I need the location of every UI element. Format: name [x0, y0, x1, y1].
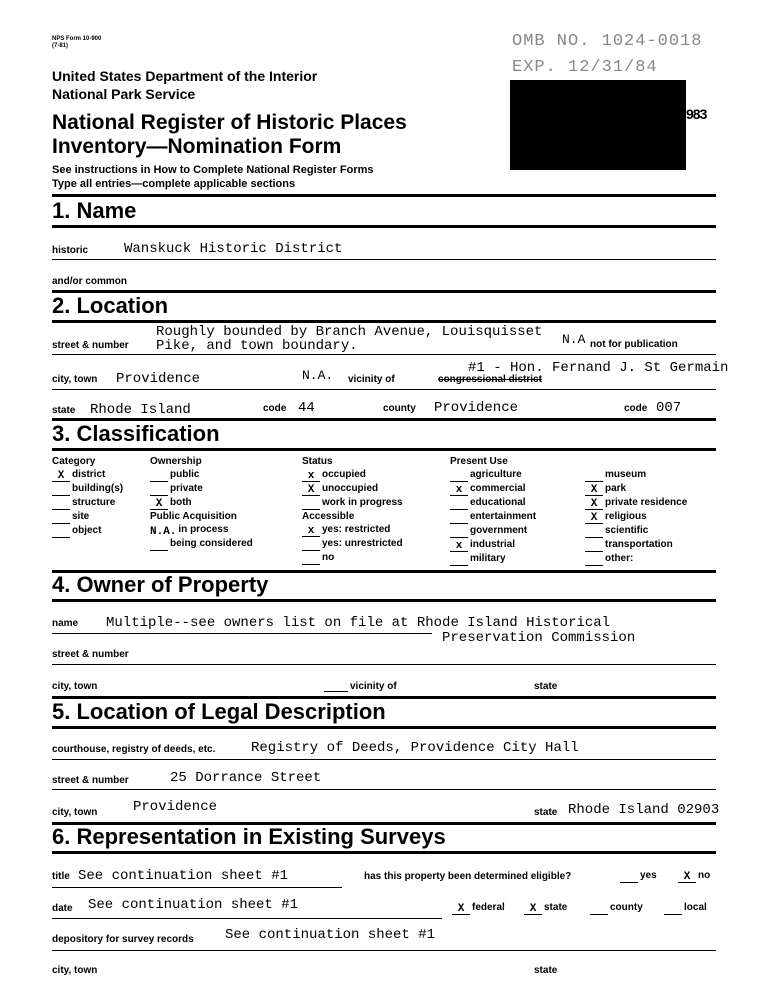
status-option[interactable]	[302, 468, 403, 482]
federal-option[interactable]	[452, 901, 505, 915]
option-label: museum	[605, 469, 647, 480]
section-rule	[52, 599, 716, 602]
section-3-heading: 3. Classification	[52, 421, 220, 446]
checkbox[interactable]: x	[450, 541, 468, 552]
section-rule	[52, 194, 716, 197]
survey-city-label: city, town	[52, 965, 98, 976]
checkbox[interactable]: N.A.	[150, 526, 177, 538]
option-label: site	[72, 511, 90, 522]
county-option[interactable]	[590, 901, 643, 915]
eligible-question: has this property been determined eligible?	[364, 871, 572, 882]
form-title-line1: National Register of Historic Places	[52, 111, 407, 134]
omb-stamp: OMB NO. 1024-0018	[512, 32, 703, 51]
depository-label: depository for survey records	[52, 934, 194, 945]
status-title: Status	[302, 456, 333, 467]
checkbox[interactable]: X	[150, 499, 168, 510]
option-label: other:	[605, 553, 634, 564]
option-label: public	[170, 469, 200, 480]
category-title: Category	[52, 456, 96, 467]
option-label: being considered	[170, 538, 253, 549]
category-option[interactable]	[52, 468, 123, 482]
county-code-value: 007	[656, 400, 682, 416]
option-label: in process	[178, 524, 229, 535]
checkbox[interactable]	[590, 914, 608, 915]
option-label: district	[72, 469, 106, 480]
owner-street-label: street & number	[52, 649, 129, 660]
option-label: structure	[72, 497, 116, 508]
section-4-heading: 4. Owner of Property	[52, 572, 269, 597]
checkbox[interactable]	[450, 565, 468, 566]
section-5-heading: 5. Location of Legal Description	[52, 699, 386, 724]
field-rule	[52, 887, 342, 888]
legal-street-label: street & number	[52, 775, 129, 786]
category-option[interactable]	[52, 482, 123, 496]
checkbox[interactable]: x	[302, 526, 320, 537]
use-option[interactable]	[585, 496, 687, 510]
county-value: Providence	[434, 400, 519, 416]
section-1-heading: 1. Name	[52, 198, 137, 223]
option-label: industrial	[470, 539, 516, 550]
option-label: unoccupied	[322, 483, 379, 494]
survey-date-value: See continuation sheet #1	[88, 897, 299, 913]
vicinity-label: vicinity of	[348, 374, 395, 385]
legal-city-value: Providence	[133, 799, 218, 815]
state-option[interactable]	[524, 901, 567, 915]
field-rule	[52, 389, 716, 390]
survey-date-label: date	[52, 903, 73, 914]
survey-state-label: state	[534, 965, 558, 976]
state-code-value: 44	[298, 400, 315, 416]
option-label: state	[544, 902, 568, 913]
use-option[interactable]	[585, 524, 687, 538]
checkbox[interactable]: X	[524, 904, 542, 915]
section-rule	[52, 320, 716, 323]
survey-title-value: See continuation sheet #1	[78, 868, 289, 884]
acquisition-option[interactable]	[150, 537, 253, 551]
checkbox[interactable]: X	[585, 499, 603, 510]
checkbox[interactable]: X	[452, 904, 470, 915]
option-label: entertainment	[470, 511, 537, 522]
option-label: yes	[640, 870, 657, 881]
use-option[interactable]	[585, 510, 687, 524]
accessible-option[interactable]	[302, 551, 403, 565]
checkbox[interactable]: X	[585, 513, 603, 524]
option-label: yes: unrestricted	[322, 538, 403, 549]
instructions-line1: See instructions in How to Complete National Register Forms	[52, 164, 374, 176]
accessible-title: Accessible	[302, 511, 355, 522]
legal-state-label: state	[534, 807, 558, 818]
stamp-fragment: 983	[686, 106, 707, 122]
option-label: religious	[605, 511, 647, 522]
field-rule	[52, 759, 716, 760]
use-option[interactable]	[585, 538, 687, 552]
option-label: county	[610, 902, 643, 913]
category-option[interactable]	[52, 510, 123, 524]
county-label: county	[383, 403, 416, 414]
checkbox[interactable]: X	[585, 485, 603, 496]
ownership-option[interactable]	[150, 496, 253, 510]
option-label: park	[605, 483, 627, 494]
option-label: object	[72, 525, 102, 536]
status-group	[302, 455, 403, 565]
use-option[interactable]	[585, 468, 687, 482]
state-code-label: code	[263, 403, 287, 414]
checkbox[interactable]	[150, 550, 168, 551]
option-label: private residence	[605, 497, 688, 508]
checkbox[interactable]: X	[52, 471, 70, 482]
option-label: no	[698, 870, 711, 881]
use-option[interactable]	[450, 524, 536, 538]
ownership-group	[150, 455, 253, 551]
instructions-line2: Type all entries—complete applicable sections	[52, 178, 296, 190]
option-label: private	[170, 483, 203, 494]
category-group	[52, 455, 123, 538]
option-label: building(s)	[72, 483, 124, 494]
accessible-option[interactable]	[302, 523, 403, 537]
owner-name-value-line2: Preservation Commission	[442, 630, 636, 646]
survey-title-label: title	[52, 871, 70, 882]
historic-label: historic	[52, 245, 89, 256]
accessible-option[interactable]	[302, 537, 403, 551]
owner-state-label: state	[534, 681, 558, 692]
use-option[interactable]	[450, 510, 536, 524]
section-2-heading: 2. Location	[52, 293, 169, 318]
courthouse-label: courthouse, registry of deeds, etc.	[52, 744, 216, 755]
section-6-heading: 6. Representation in Existing Surveys	[52, 824, 446, 849]
checkbox[interactable]	[620, 882, 638, 883]
option-label: agriculture	[470, 469, 522, 480]
option-label: occupied	[322, 469, 366, 480]
acquisition-option[interactable]	[150, 523, 253, 537]
legal-city-label: city, town	[52, 807, 98, 818]
not-publication-label: not for publication	[590, 339, 678, 350]
not-publication-mark: N.A	[562, 332, 586, 347]
checkbox[interactable]: X	[678, 872, 696, 883]
option-label: federal	[472, 902, 505, 913]
use-option[interactable]	[450, 552, 536, 566]
present-use-title: Present Use	[450, 456, 508, 467]
common-name-label: and/or common	[52, 276, 128, 287]
option-label: educational	[470, 497, 526, 508]
street-label: street & number	[52, 340, 129, 351]
present-use-group	[450, 455, 536, 566]
option-label: government	[470, 525, 528, 536]
field-rule	[324, 691, 348, 692]
ownership-option[interactable]	[150, 468, 253, 482]
eligible-no-option[interactable]	[678, 869, 710, 883]
option-label: scientific	[605, 525, 649, 536]
option-label: yes: restricted	[322, 524, 391, 535]
public-acquisition-title: Public Acquisition	[150, 511, 237, 522]
status-option[interactable]	[302, 482, 403, 496]
department-name: United States Department of the Interior	[52, 68, 318, 84]
section-rule	[52, 448, 716, 451]
local-option[interactable]	[664, 901, 707, 915]
owner-name-label: name	[52, 618, 79, 629]
use-option[interactable]	[585, 552, 687, 566]
category-option[interactable]	[52, 524, 123, 538]
checkbox[interactable]: x	[302, 471, 320, 482]
street-value-line2: Pike, and town boundary.	[156, 338, 358, 354]
exp-stamp: EXP. 12/31/84	[512, 58, 658, 77]
ownership-title: Ownership	[150, 456, 202, 467]
depository-value: See continuation sheet #1	[225, 927, 436, 943]
eligible-yes-option[interactable]	[620, 869, 657, 883]
ownership-option[interactable]	[150, 482, 253, 496]
option-label: military	[470, 553, 506, 564]
field-rule	[52, 950, 716, 951]
owner-name-value-line1: Multiple--see owners list on file at Rhode Island Historical	[106, 615, 611, 631]
field-rule	[52, 633, 432, 634]
use-option[interactable]	[585, 482, 687, 496]
checkbox[interactable]	[664, 914, 682, 915]
form-number: NPS Form 10-900	[52, 36, 102, 42]
option-label: work in progress	[322, 497, 403, 508]
field-rule	[52, 664, 716, 665]
checkbox[interactable]: X	[302, 485, 320, 496]
section-rule	[52, 726, 716, 729]
checkbox[interactable]: x	[450, 485, 468, 496]
option-label: local	[684, 902, 707, 913]
section-rule	[52, 225, 716, 228]
checkbox[interactable]	[302, 564, 320, 565]
use-option[interactable]	[450, 468, 536, 482]
option-label: transportation	[605, 539, 673, 550]
option-label: both	[170, 497, 192, 508]
checkbox[interactable]	[585, 565, 603, 566]
legal-street-value: 25 Dorrance Street	[170, 770, 322, 786]
congressional-district-label: congressional district	[438, 374, 542, 385]
use-option[interactable]	[450, 538, 536, 552]
form-revision: (7-81)	[52, 43, 69, 49]
legal-state-value: Rhode Island 02903	[568, 802, 720, 818]
field-rule	[52, 354, 716, 355]
use-option[interactable]	[450, 496, 536, 510]
present-use-group-2	[585, 468, 687, 566]
congressional-district-value: #1 - Hon. Fernand J. St Germain	[468, 360, 729, 376]
field-rule	[52, 259, 716, 260]
state-value: Rhode Island	[90, 402, 191, 418]
vicinity-mark: N.A.	[302, 368, 334, 383]
form-title-line2: Inventory—Nomination Form	[52, 135, 342, 158]
historic-value: Wanskuck Historic District	[124, 241, 343, 257]
use-option[interactable]	[450, 482, 536, 496]
owner-city-label: city, town	[52, 681, 98, 692]
county-code-label: code	[624, 403, 648, 414]
category-option[interactable]	[52, 496, 123, 510]
option-label: commercial	[470, 483, 526, 494]
city-value: Providence	[116, 371, 201, 387]
state-label: state	[52, 405, 76, 416]
option-label: no	[322, 552, 335, 563]
owner-vicinity-label: vicinity of	[350, 681, 397, 692]
field-rule	[52, 789, 716, 790]
checkbox[interactable]	[52, 537, 70, 538]
section-rule	[52, 851, 716, 854]
redaction-box	[510, 80, 686, 170]
field-rule	[52, 918, 442, 919]
status-option[interactable]	[302, 496, 403, 510]
agency-name: National Park Service	[52, 86, 196, 102]
courthouse-value: Registry of Deeds, Providence City Hall	[251, 740, 579, 756]
city-label: city, town	[52, 374, 98, 385]
street-value-line1: Roughly bounded by Branch Avenue, Louisquisset	[156, 324, 543, 340]
